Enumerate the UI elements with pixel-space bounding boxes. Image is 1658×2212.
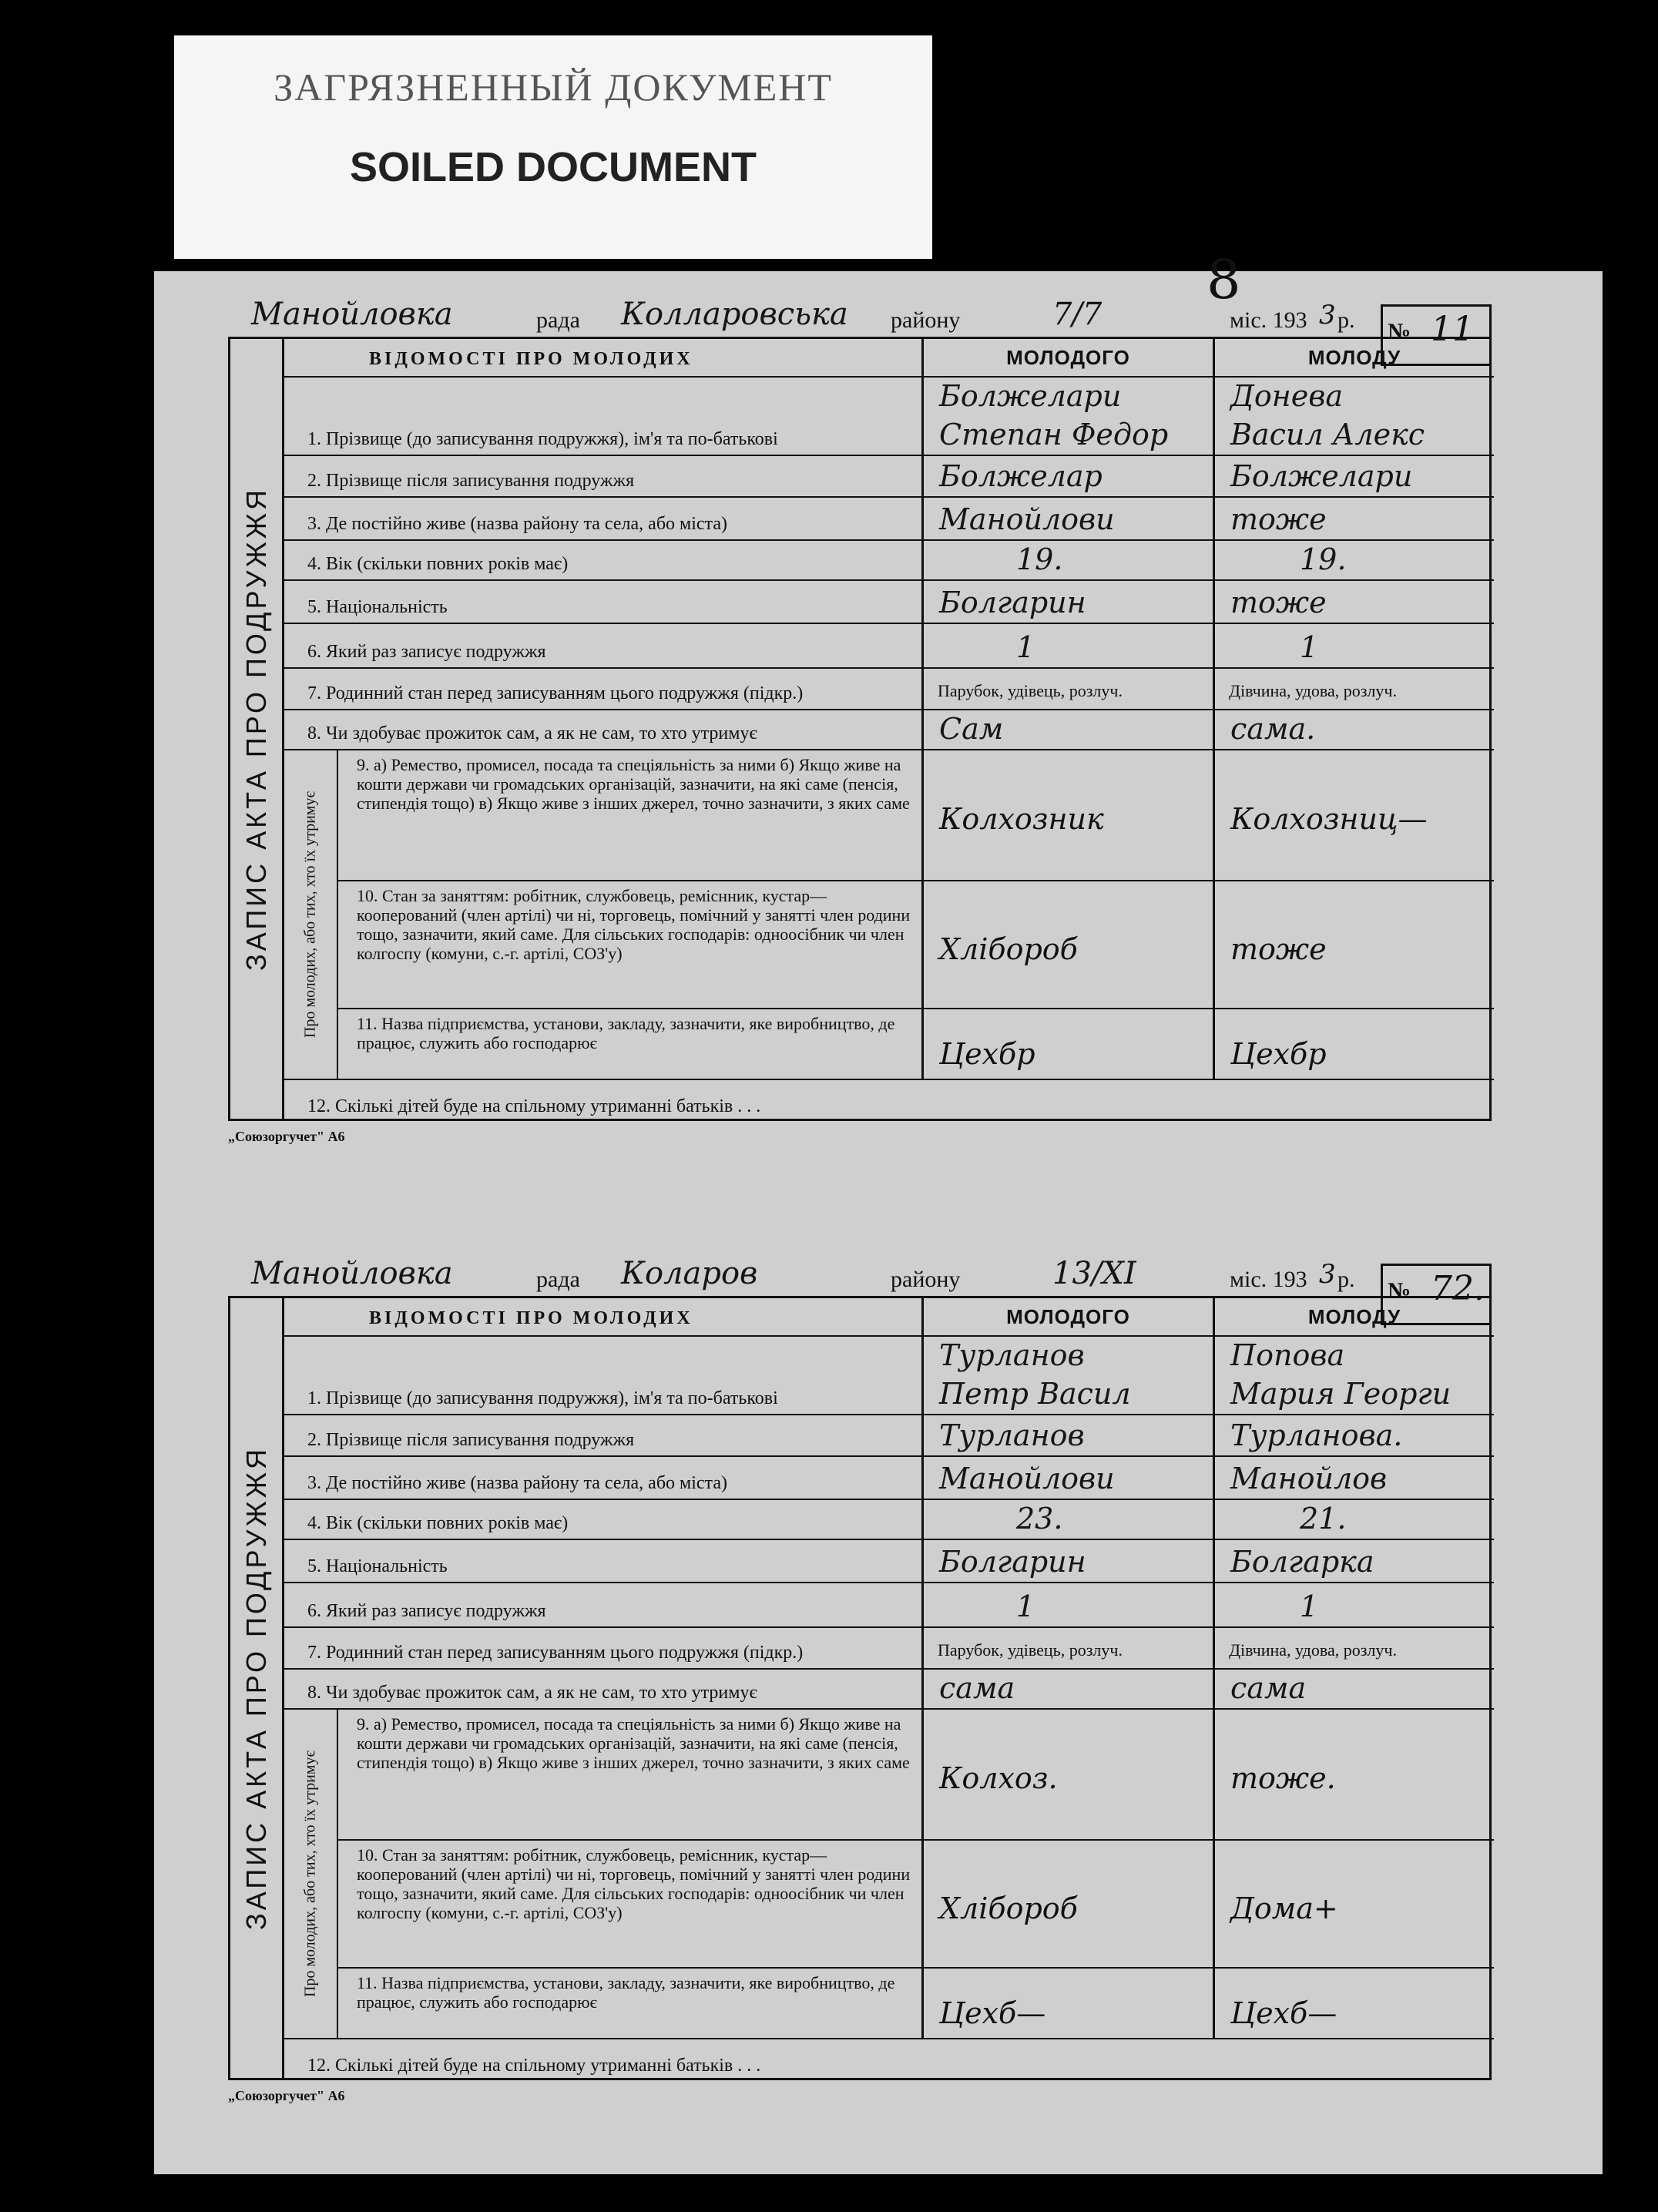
header-info-label: ВІДОМОСТІ ПРО МОЛОДИХ [369,1308,693,1328]
header-info-label: ВІДОМОСТІ ПРО МОЛОДИХ [369,349,693,369]
record-table [228,337,1492,1121]
groom-cell [924,1500,1215,1539]
rada-label: рада [536,307,580,333]
bride-cell [1215,1457,1494,1499]
header-bride-cell [1215,339,1494,376]
bride-surname: Попова [1230,1338,1345,1372]
header-groom-cell [924,339,1215,376]
date-handwriting: 7/7 [1052,297,1103,332]
record-table [228,1296,1492,2080]
groom-cell [924,1969,1215,2038]
groom-cell [924,541,1215,579]
bride-times: 1 [1300,630,1319,664]
header-groom-label: МОЛОДОГО [1006,1305,1130,1328]
record-row-r8 [284,1670,1494,1710]
bride-cell [1215,624,1494,667]
row-label: 1. Прізвище (до записування подружжя), ім'я та по-батькові [307,429,778,449]
row-label-cell [284,1500,924,1539]
district-handwriting: Колларовська [621,297,848,332]
soiled-document-label [174,35,932,259]
header-info-cell [284,1298,924,1335]
record-row-r8 [284,710,1494,750]
side-label-column [230,1298,284,2078]
record-row-r2 [284,456,1494,498]
row-label: 2. Прізвище після записування подружжя [307,471,635,491]
date-handwriting: 13/XI [1052,1256,1136,1291]
groom-cell [924,456,1215,496]
bride-cell [1215,581,1494,623]
groom-marital-options: Парубок, удівець, розлуч. [938,1640,1123,1660]
row-label: 6. Який раз записує подружжя [307,642,546,662]
bride-status: Дома+ [1230,1891,1338,1925]
bride-cell [1215,498,1494,539]
groom-surname: Болжелари [939,379,1122,413]
groom-given-name: Петр Васил [939,1377,1131,1411]
groom-cell [924,669,1215,709]
record-number: 11 [1431,310,1474,349]
record-row-r3 [284,498,1494,541]
record-row-r9 [338,750,1494,881]
groom-cell [924,881,1215,1008]
row-label-cell [338,1710,924,1839]
row-label-cell [284,1540,924,1582]
groom-age: 23. [1016,1502,1063,1536]
header-info-cell [284,339,924,376]
page-number: 8 [1207,248,1241,311]
record-row-r5 [284,581,1494,624]
groom-occupation: Колхозник [939,802,1104,837]
row-label-cell [284,1457,924,1499]
print-imprint: „Союзоргучет" А6 [228,2088,345,2103]
bride-cell [1215,1628,1494,1668]
record-row-r4 [284,1500,1494,1540]
support-subgroup-column [284,750,338,1080]
bride-marital-options: Дівчина, удова, розлуч. [1229,681,1397,700]
bride-cell [1215,1540,1494,1582]
number-sign: № [1388,319,1411,344]
record-row-r12 [284,2039,1494,2083]
groom-nationality: Болгарин [939,586,1086,619]
bride-cell [1215,1500,1494,1539]
groom-times: 1 [1016,1589,1035,1623]
bride-cell [1215,750,1494,880]
row-label: 12. Скількі дітей буде на спільному утриманні батьків . . . [307,2056,761,2076]
bride-after: Турланова. [1230,1418,1403,1452]
row-label-cell [284,1415,924,1455]
record-row-r10 [338,881,1494,1009]
bride-cell [1215,1969,1494,2038]
bride-after: Болжелари [1230,459,1413,493]
record-row-r1 [284,1337,1494,1415]
header-groom-label: МОЛОДОГО [1006,346,1130,369]
village-handwriting: Манойловка [251,297,453,332]
row-label-cell [284,498,924,539]
side-label-column [230,339,284,1119]
groom-given-name: Степан Федор [939,418,1169,451]
row-label: 8. Чи здобуває прожиток сам, а як не сам, то хто утримує [307,1683,757,1703]
bride-cell [1215,1710,1494,1839]
record-row-r11 [338,1969,1494,2039]
groom-marital-options: Парубок, удівець, розлуч. [938,681,1123,700]
side-label: ЗАПИС АКТА ПРО ПОДРУЖЖЯ [240,1445,272,1931]
bride-workplace: Цехб— [1230,1996,1337,2030]
record-row-r11 [338,1009,1494,1080]
row-label: 2. Прізвище після записування подружжя [307,1430,635,1450]
groom-cell [924,750,1215,880]
row-label: 5. Національність [307,1556,448,1576]
side-label: ЗАПИС АКТА ПРО ПОДРУЖЖЯ [240,486,272,972]
row-label: 1. Прізвище (до записування подружжя), ім'я та по-батькові [307,1388,778,1408]
row-label: 9. а) Ремество, промисел, посада та спеціяльність за ними б) Якщо живе на кошти держави чи громадських організацій, зазначити, на які саме (пенсія, стипендія тощо) в) Якщо живе з інших джерел, точно зазначити, з яких саме [357,755,910,813]
header-groom-cell [924,1298,1215,1335]
bride-cell [1215,456,1494,496]
bride-cell [1215,1841,1494,1967]
row-label-cell [338,1841,924,1967]
number-sign: № [1388,1278,1411,1304]
row-label: 6. Який раз записує подружжя [307,1601,546,1621]
record-row-r1 [284,378,1494,456]
groom-times: 1 [1016,630,1035,664]
bride-cell [1215,1670,1494,1708]
bride-given-name: Мария Георги [1230,1377,1452,1411]
bride-cell [1215,669,1494,709]
groom-cell [924,1583,1215,1626]
row-label-cell [284,1583,924,1626]
record-row-r2 [284,1415,1494,1457]
print-imprint: „Союзоргучет" А6 [228,1129,345,1144]
row-label-cell [338,881,924,1008]
groom-cell [924,710,1215,749]
row-label-cell [284,669,924,709]
row-label-cell [338,750,924,880]
column-header-row [284,1298,1494,1337]
record-number: 72. [1431,1269,1485,1308]
groom-cell [924,378,1215,455]
bride-times: 1 [1300,1589,1319,1623]
groom-cell [924,581,1215,623]
row-label: 4. Вік (скільки повних років має) [307,554,569,574]
row-label: 7. Родинний стан перед записуванням цього подружжя (підкр.) [307,1643,804,1663]
record-row-r6 [284,624,1494,669]
row-label: 3. Де постійно живе (назва району та села, або міста) [307,514,727,534]
bride-cell [1215,1583,1494,1626]
groom-support: Сам [939,712,1004,746]
record-row-r12 [284,1080,1494,1123]
row-label: 10. Стан за заняттям: робітник, службовець, реміснник, кустар—кооперований (член артілі) чи ні, торговець, помічний у занятті член родини тощо, зазначити, який саме. Для сільських господарів: одноосібник чи член колгоспу (комуни, с.-г. артілі, СОЗ'у) [357,886,911,963]
year-handwriting: 3 [1319,1259,1336,1290]
row-label-cell [284,1337,924,1414]
record-row-r5 [284,1540,1494,1583]
groom-nationality: Болгарин [939,1545,1086,1579]
row-label: 10. Стан за заняттям: робітник, службовець, реміснник, кустар—кооперований (член артілі) чи ні, торговець, помічний у занятті член родини тощо, зазначити, який саме. Для сільських господарів: одноосібник чи член колгоспу (комуни, с.-г. артілі, СОЗ'у) [357,1845,911,1922]
bride-nationality: тоже [1230,586,1327,619]
bride-age: 21. [1300,1502,1347,1536]
soiled-label-en: SOILED DOCUMENT [349,144,757,190]
bride-residence: Манойлов [1230,1462,1388,1495]
bride-cell [1215,710,1494,749]
year-suffix: р. [1337,1267,1355,1292]
header-bride-label: МОЛОДУ [1307,1305,1401,1328]
groom-occupation: Колхоз. [939,1761,1058,1796]
support-subgroup-label: Про молодих, або тих, хто їх утримує [301,790,319,1039]
bride-status: тоже [1230,931,1327,966]
rayonu-label: району [891,1267,961,1292]
bride-nationality: Болгарка [1230,1545,1374,1579]
groom-status: Хлібороб [939,1891,1078,1925]
groom-cell [924,1841,1215,1967]
year-suffix: р. [1337,307,1355,333]
bride-residence: тоже [1230,502,1327,536]
groom-residence: Манойлови [939,1462,1115,1495]
groom-after: Болжелар [939,459,1103,493]
groom-workplace: Цехбр [939,1037,1035,1071]
bride-cell [1215,1009,1494,1079]
groom-cell [924,1710,1215,1839]
groom-status: Хлібороб [939,931,1078,966]
district-handwriting: Коларов [621,1256,758,1291]
header-bride-cell [1215,1298,1494,1335]
groom-workplace: Цехб— [939,1996,1046,2030]
row-label-cell [284,624,924,667]
bride-age: 19. [1300,542,1347,576]
year-handwriting: 3 [1319,300,1336,331]
groom-age: 19. [1016,542,1063,576]
bride-cell [1215,378,1494,455]
row-label: 4. Вік (скільки повних років має) [307,1513,569,1533]
row-label: 7. Родинний стан перед записуванням цього подружжя (підкр.) [307,683,804,703]
groom-cell [924,1337,1215,1414]
groom-cell [924,1540,1215,1582]
record-row-r7 [284,669,1494,710]
record-row-r9 [338,1710,1494,1841]
rada-label: рада [536,1267,580,1292]
bride-occupation: тоже. [1230,1761,1336,1796]
bride-cell [1215,1337,1494,1414]
row-label-cell [284,581,924,623]
groom-cell [924,1457,1215,1499]
month-label: міс. 193 [1230,307,1307,333]
bride-occupation: Колхозниц— [1230,802,1428,837]
support-subgroup-column [284,1710,338,2039]
groom-cell [924,1009,1215,1079]
groom-cell [924,1628,1215,1668]
record-row-r3 [284,1457,1494,1500]
soiled-label-ru: ЗАГРЯЗНЕННЫЙ ДОКУМЕНТ [274,65,833,109]
month-label: міс. 193 [1230,1267,1307,1292]
bride-cell [1215,881,1494,1008]
bride-surname: Донева [1230,379,1344,413]
groom-support: сама [939,1671,1015,1705]
record-row-r7 [284,1628,1494,1670]
row-label-cell [284,710,924,749]
row-label: 9. а) Ремество, промисел, посада та спеціяльність за ними б) Якщо живе на кошти держави чи громадських організацій, зазначити, на які саме (пенсія, стипендія тощо) в) Якщо живе з інших джерел, точно зазначити, з яких саме [357,1714,910,1772]
bride-marital-options: Дівчина, удова, розлуч. [1229,1640,1397,1660]
row-label: 5. Національність [307,597,448,617]
support-subgroup-label: Про молодих, або тих, хто їх утримує [301,1750,319,1998]
village-handwriting: Манойловка [251,1256,453,1291]
groom-after: Турланов [939,1418,1085,1452]
row-label: 11. Назва підприємства, установи, закладу, зазначити, яке виробництво, де працює, служить або господарює [357,1014,895,1052]
record-row-r6 [284,1583,1494,1628]
groom-cell [924,624,1215,667]
groom-surname: Турланов [939,1338,1085,1372]
row-label: 8. Чи здобуває прожиток сам, а як не сам, то хто утримує [307,723,757,743]
row-label: 3. Де постійно живе (назва району та села, або міста) [307,1473,727,1493]
bride-cell [1215,1415,1494,1455]
row-label-cell [284,1628,924,1668]
groom-cell [924,498,1215,539]
bride-support: сама. [1230,712,1316,746]
rayonu-label: району [891,307,961,333]
groom-cell [924,1670,1215,1708]
bride-support: сама [1230,1671,1307,1705]
bride-cell [1215,541,1494,579]
row-label-cell [284,1670,924,1708]
row-label-cell [338,1009,924,1079]
row-label-cell [284,456,924,496]
bride-workplace: Цехбр [1230,1037,1327,1071]
row-label: 12. Скількі дітей буде на спільному утриманні батьків . . . [307,1096,761,1116]
bride-given-name: Васил Алекс [1230,418,1425,451]
row-label-cell [284,378,924,455]
record-row-r4 [284,541,1494,581]
header-bride-label: МОЛОДУ [1307,346,1401,369]
groom-cell [924,1415,1215,1455]
column-header-row [284,339,1494,378]
row-label-cell [338,1969,924,2038]
groom-residence: Манойлови [939,502,1115,536]
row-label: 11. Назва підприємства, установи, закладу, зазначити, яке виробництво, де працює, служить або господарює [357,1973,895,2012]
record-row-r10 [338,1841,1494,1969]
row-label-cell [284,541,924,579]
